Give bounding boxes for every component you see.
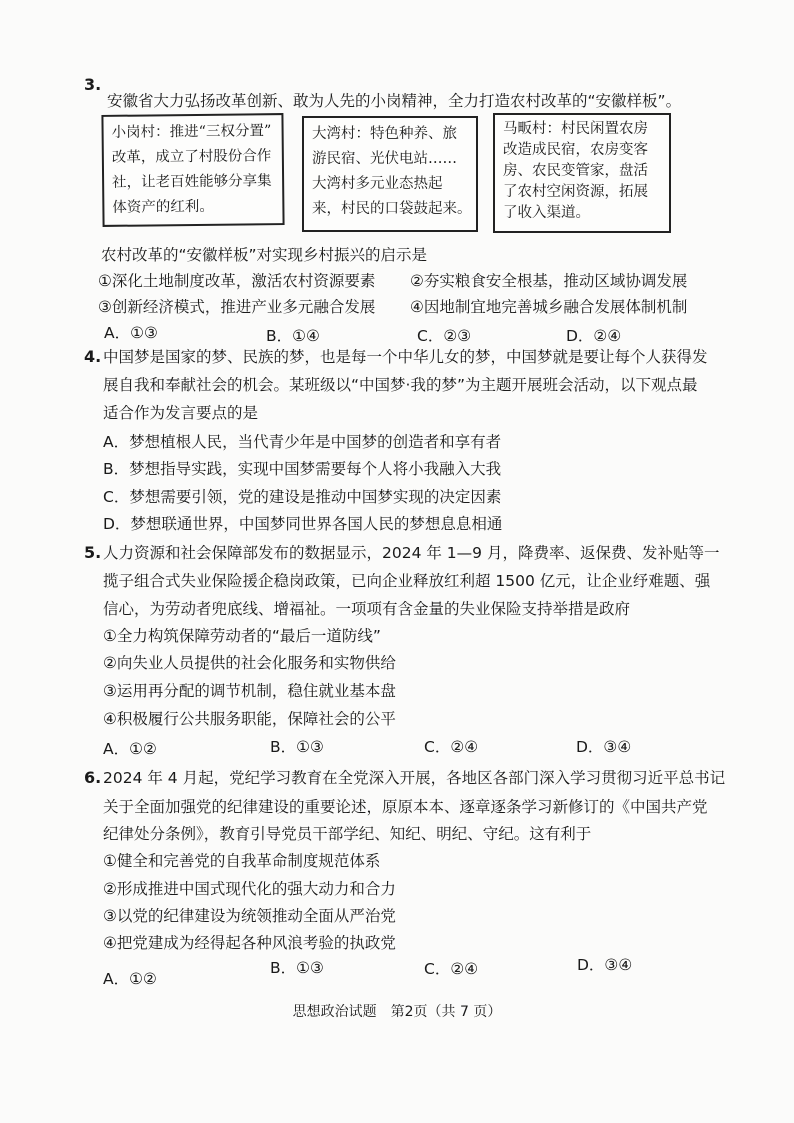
- q6-option-a: A．①②: [103, 970, 157, 988]
- q5-stem-line-1: 人力资源和社会保障部发布的数据显示，2024 年 1—9 月，降费率、返保费、发补贴等一: [103, 544, 720, 562]
- q6-stem-line-2: 关于全面加强党的纪律建设的重要论述，原原本本、逐章逐条学习新修订的《中国共产党: [103, 798, 708, 816]
- q5-item-1: ①全力构筑保障劳动者的“最后一道防线”: [103, 627, 381, 645]
- q3-box-xiaogang: 小岗村：推进“三权分置” 改革，成立了村股份合作 社，让老百姓能够分享集 体资产的红利。: [101, 113, 284, 227]
- q3-question: 农村改革的“安徽样板”对实现乡村振兴的启示是: [101, 246, 428, 264]
- q4-stem-line-1: 中国梦是国家的梦、民族的梦，也是每一个中华儿女的梦，中国梦就是要让每个人获得发: [103, 348, 708, 366]
- q3-option-c: C．②③: [417, 327, 472, 345]
- q6-option-b: B．①③: [270, 959, 324, 977]
- q6-item-4: ④把党建成为经得起各种风浪考验的执政党: [103, 934, 396, 952]
- q4-stem-line-3: 适合作为发言要点的是: [103, 404, 259, 422]
- q5-stem-line-2: 揽子组合式失业保险援企稳岗政策，已向企业释放红利超 1500 亿元，让企业纾难题、强: [103, 572, 711, 590]
- q5-item-3: ③运用再分配的调节机制，稳住就业基本盘: [103, 682, 396, 700]
- q6-number: 6.: [84, 768, 102, 787]
- q4-option-b: B．梦想指导实践，实现中国梦需要每个人将小我融入大我: [103, 460, 502, 478]
- q6-item-2: ②形成推进中国式现代化的强大动力和合力: [103, 880, 396, 898]
- q6-stem-line-1: 2024 年 4 月起，党纪学习教育在全党深入开展，各地区各部门深入学习贯彻习近平总书记: [103, 769, 726, 787]
- q3-item-2: ②夯实粮食安全根基，推动区域协调发展: [410, 272, 688, 290]
- q6-item-3: ③以党的纪律建设为统领推动全面从严治党: [103, 907, 396, 925]
- q5-item-2: ②向失业人员提供的社会化服务和实物供给: [103, 654, 396, 672]
- q3-option-b: B．①④: [266, 327, 320, 345]
- q3-item-3: ③创新经济模式，推进产业多元融合发展: [98, 298, 376, 316]
- q4-option-a: A．梦想植根人民，当代青少年是中国梦的创造者和享有者: [103, 433, 502, 451]
- q6-stem-line-3: 纪律处分条例》，教育引导党员干部学纪、知纪、明纪、守纪。这有利于: [103, 825, 592, 843]
- q5-option-c: C．②④: [424, 738, 479, 756]
- q4-stem-line-2: 展自我和奉献社会的机会。某班级以“中国梦·我的梦”为主题开展班会活动，以下观点最: [103, 376, 698, 394]
- q4-number: 4.: [84, 347, 102, 366]
- q3-item-1: ①深化土地制度改革，激活农村资源要素: [98, 272, 376, 290]
- q6-item-1: ①健全和完善党的自我革命制度规范体系: [103, 852, 381, 870]
- q4-option-c: C．梦想需要引领，党的建设是推动中国梦实现的决定因素: [103, 488, 502, 506]
- q6-option-d: D．③④: [577, 956, 633, 974]
- q5-item-4: ④积极履行公共服务职能，保障社会的公平: [103, 710, 396, 728]
- page-footer: 思想政治试题 第2页（共 7 页）: [292, 1004, 502, 1020]
- q5-stem-line-3: 信心，为劳动者兜底线、增福祉。一项项有含金量的失业保险支持举措是政府: [103, 600, 631, 618]
- q6-option-c: C．②④: [424, 960, 479, 978]
- q5-option-d: D．③④: [576, 738, 632, 756]
- q5-number: 5.: [84, 543, 102, 562]
- q3-box-dawan: 大湾村：特色种养、旅 游民宿、光伏电站…… 大湾村多元业态热起 来，村民的口袋鼓起来。: [302, 116, 478, 232]
- q3-item-4: ④因地制宜地完善城乡融合发展体制机制: [410, 298, 688, 316]
- q3-number: 3.: [84, 75, 102, 94]
- q5-option-b: B．①③: [270, 738, 324, 756]
- q5-option-a: A．①②: [103, 740, 157, 758]
- q3-stem: 安徽省大力弘扬改革创新、敢为人先的小岗精神，全力打造农村改革的“安徽样板”。: [107, 92, 682, 110]
- q3-box-mafan: 马畈村：村民闲置农房 改造成民宿，农房变客 房、农民变管家，盘活 了农村空闲资源，拓展 了收入渠道。: [493, 113, 671, 233]
- q3-option-a: A．①③: [104, 324, 158, 342]
- q3-option-d: D．②④: [566, 327, 622, 345]
- q4-option-d: D．梦想联通世界，中国梦同世界各国人民的梦想息息相通: [103, 515, 503, 533]
